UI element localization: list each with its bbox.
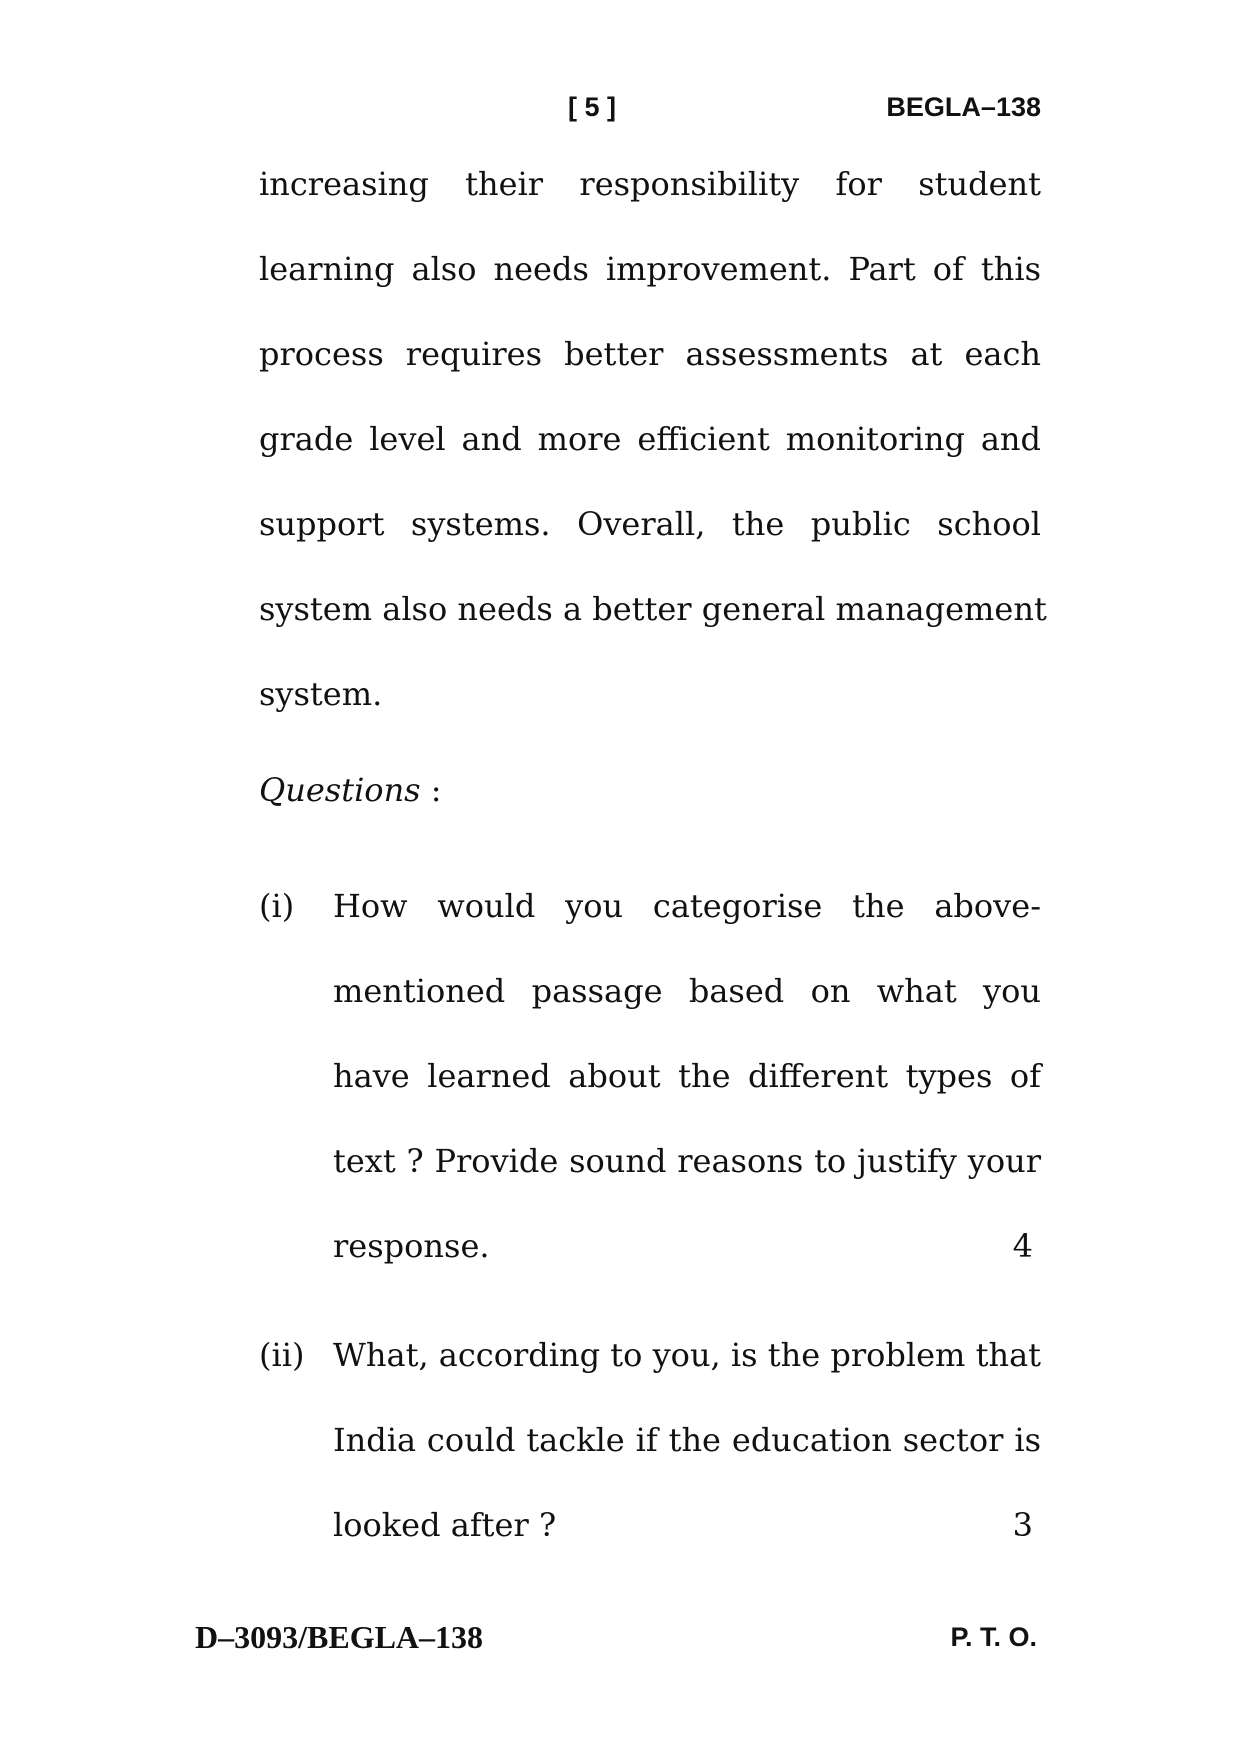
question-line: India could tackle if the education sector is <box>333 1421 1041 1459</box>
questions-heading-suffix: : <box>420 771 442 809</box>
question-line: mentioned passage based on what you <box>333 972 1041 1010</box>
passage-line: learning also needs improvement. Part of this <box>259 250 1041 288</box>
question-line: How would you categorise the above- <box>333 887 1041 925</box>
passage-line: support systems. Overall, the public school <box>259 505 1041 543</box>
footer-paper-code: D–3093/BEGLA–138 <box>195 1619 484 1655</box>
questions-heading <box>259 770 442 810</box>
passage-line: increasing their responsibility for student <box>259 165 1041 203</box>
question-line: What, according to you, is the problem that <box>333 1336 1041 1374</box>
question-line: response. <box>333 1227 490 1265</box>
question-marks: 4 <box>1012 1227 1033 1265</box>
page-number: [ 5 ] <box>568 92 617 122</box>
question-last-line <box>333 1204 1041 1289</box>
footer-pto: P. T. O. <box>950 1622 1037 1652</box>
question-text <box>333 1313 1041 1568</box>
passage-line: system. <box>259 675 383 713</box>
question-number: (ii) <box>259 1336 305 1374</box>
course-code-header: BEGLA–138 <box>886 92 1041 122</box>
question-line: have learned about the different types of <box>333 1057 1041 1095</box>
question-number: (i) <box>259 887 295 925</box>
questions-heading-label: Questions <box>259 771 421 809</box>
passage-line: grade level and more efficient monitoring and <box>259 420 1041 458</box>
passage-text <box>259 142 1047 737</box>
passage-line: system also needs a better general management <box>259 590 1047 628</box>
question-line: text ? Provide sound reasons to justify your <box>333 1142 1041 1180</box>
passage-line: process requires better assessments at each <box>259 335 1041 373</box>
question-line: looked after ? <box>333 1506 557 1544</box>
question-text <box>333 864 1041 1289</box>
question-marks: 3 <box>1012 1506 1033 1544</box>
question-last-line <box>333 1483 1041 1568</box>
